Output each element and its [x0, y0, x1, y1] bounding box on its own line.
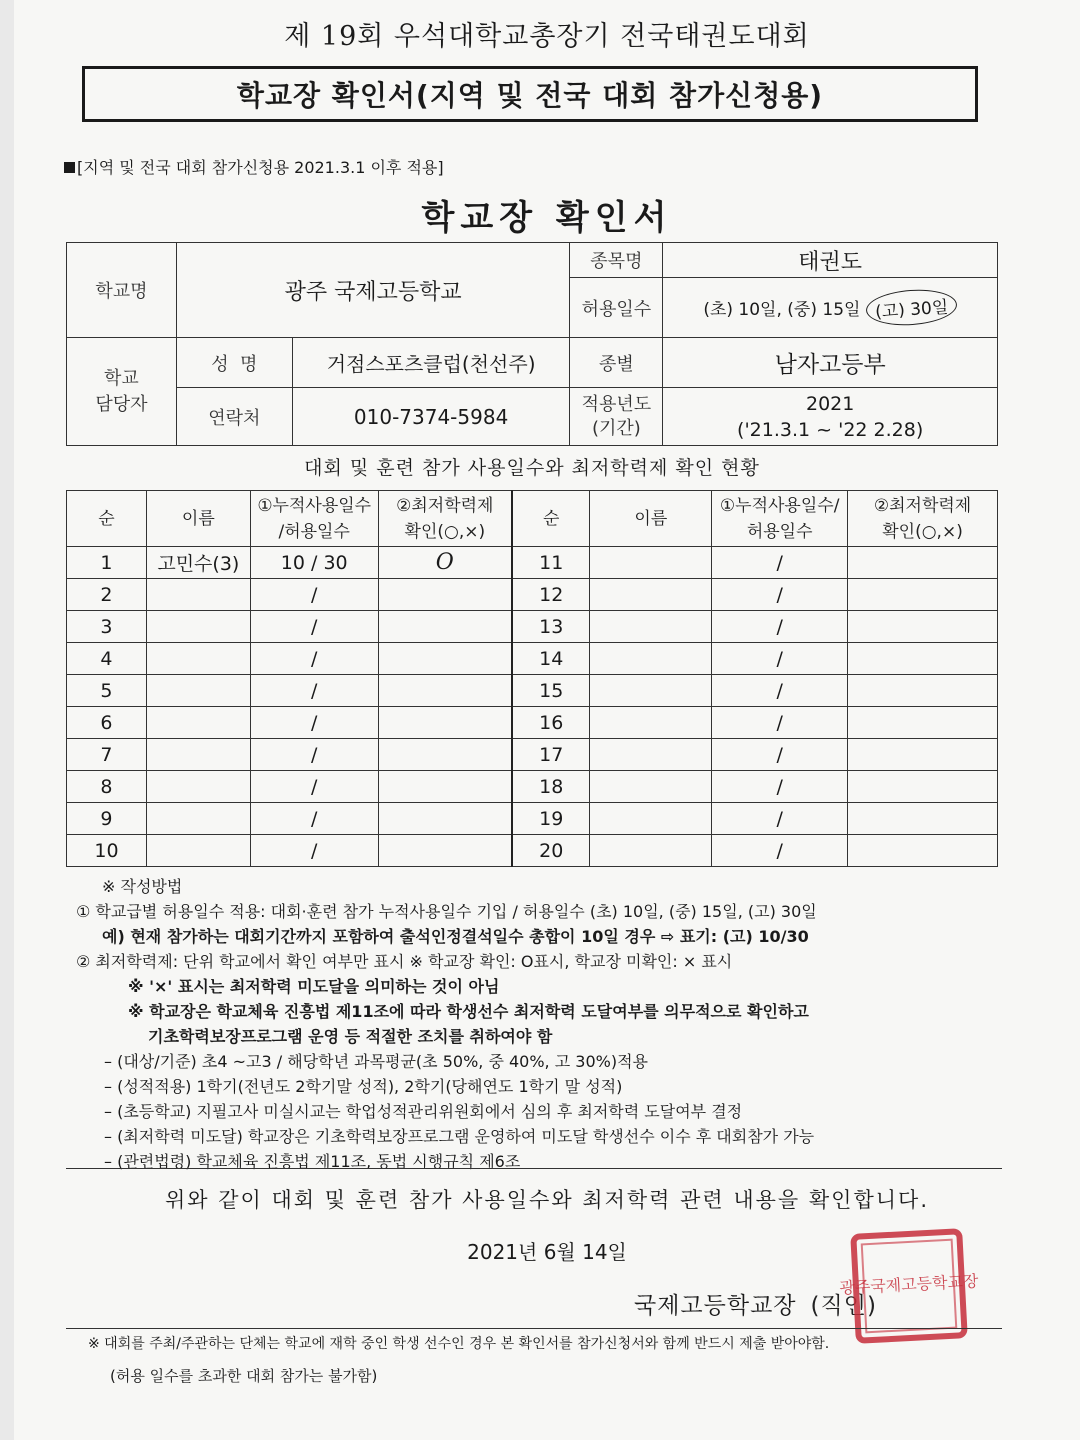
- table-row: [67, 803, 998, 835]
- table-row: [67, 611, 998, 643]
- row-days-right: /: [712, 547, 848, 579]
- divider-line: [66, 1168, 1002, 1169]
- method-line-9: – (초등학교) 지필고사 미실시교는 학업성적관리위원회에서 심의 후 최저학력 도달여부 결정: [104, 1102, 743, 1121]
- event-title: 제 19회 우석대학교총장기 전국태권도대회: [284, 21, 810, 52]
- row-no-right: 14: [512, 643, 590, 675]
- row-name-right: [590, 579, 712, 611]
- method-line-10: – (최저학력 미도달) 학교장은 기초학력보장프로그램 운영하여 미도달 학생선수 이수 후 대회참가 가능: [104, 1127, 815, 1146]
- sport-value: 태권도: [663, 243, 998, 278]
- name-value: 거점스포츠클럽(천선주): [292, 338, 570, 388]
- row-days-right: /: [712, 739, 848, 771]
- row-check-right: [848, 643, 998, 675]
- row-days: /: [250, 675, 378, 707]
- row-name: [146, 771, 250, 803]
- row-no: 8: [67, 771, 147, 803]
- principal-title: 국제고등학교장: [634, 1293, 797, 1319]
- method-line-1: ① 학교급별 허용일수 적용: 대회·훈련 참가 누적사용일수 기입 / 허용일수 (초) 10일, (중) 15일, (고) 30일: [76, 902, 817, 921]
- year-value: 2021: [805, 392, 855, 415]
- row-name: [146, 579, 250, 611]
- row-no: 9: [67, 803, 147, 835]
- method-title: ※ 작성방법: [102, 877, 183, 896]
- row-days-right: /: [712, 579, 848, 611]
- row-no-right: 15: [512, 675, 590, 707]
- row-days: /: [250, 707, 378, 739]
- apply-note-text: [지역 및 전국 대회 참가신청용 2021.3.1 이후 적용]: [77, 158, 444, 177]
- row-check-right: [848, 771, 998, 803]
- row-name: [146, 611, 250, 643]
- usage-table: [66, 490, 998, 867]
- row-days: /: [250, 835, 378, 867]
- table-row: [67, 835, 998, 867]
- manager-label: 학교 담당자: [67, 338, 177, 446]
- school-info-table: [66, 242, 998, 446]
- footnote-2: (허용 일수를 초과한 대회 참가는 불가함): [110, 1367, 378, 1385]
- row-name-right: [590, 803, 712, 835]
- seal-label: (직인): [810, 1293, 877, 1319]
- col-header-days-right: ①누적사용일수/ 허용일수: [712, 491, 848, 547]
- school-label: 학교명: [67, 243, 177, 338]
- table-row: [67, 707, 998, 739]
- row-days-right: /: [712, 771, 848, 803]
- footnote: ※ 대회를 주최/주관하는 단체는 학교에 재학 중인 학생 선수인 경우 본 확인서를 참가신청서와 함께 반드시 제출 받아야함.: [88, 1336, 830, 1352]
- method-line-5: ※ 학교장은 학교체육 진흥법 제11조에 따라 학생선수 최저학력 도달여부를 의무적으로 확인하고: [128, 1002, 809, 1021]
- table-row: [67, 643, 998, 675]
- row-check-right: [848, 675, 998, 707]
- row-no: 7: [67, 739, 147, 771]
- year-label: 적용년도 (기간): [570, 388, 663, 446]
- col-header-check: ②최저학력제 확인(○,×): [378, 491, 512, 547]
- row-days-right: /: [712, 707, 848, 739]
- row-name: [146, 643, 250, 675]
- row-check-right: [848, 803, 998, 835]
- col-header-no: 순: [67, 491, 147, 547]
- row-name: [146, 739, 250, 771]
- row-check-right: [848, 835, 998, 867]
- row-no-right: 20: [512, 835, 590, 867]
- row-no: 5: [67, 675, 147, 707]
- row-check: [378, 803, 512, 835]
- usage-status-heading: 대회 및 훈련 참가 사용일수와 최저학력제 확인 현황: [304, 457, 760, 479]
- row-no: 10: [67, 835, 147, 867]
- table-row: [67, 675, 998, 707]
- apply-note: [64, 155, 444, 178]
- document-title: 학교장 확인서: [421, 198, 673, 238]
- row-name: [146, 707, 250, 739]
- row-check-right: [848, 611, 998, 643]
- row-days: /: [250, 579, 378, 611]
- row-no: 3: [67, 611, 147, 643]
- row-no-right: 19: [512, 803, 590, 835]
- col-header-check-right: ②최저학력제 확인(○,×): [848, 491, 998, 547]
- row-check: O: [378, 547, 512, 579]
- row-check: [378, 739, 512, 771]
- row-days: /: [250, 611, 378, 643]
- row-days-right: /: [712, 803, 848, 835]
- row-no: 6: [67, 707, 147, 739]
- allowed-high: (고) 30일: [874, 297, 949, 323]
- row-name-right: [590, 611, 712, 643]
- row-name-right: [590, 835, 712, 867]
- method-line-7: – (대상/기준) 초4 ~고3 / 해당학년 과목평균(초 50%, 중 40%, 고 30%)적용: [104, 1052, 648, 1071]
- boxed-title: [82, 66, 978, 122]
- allowed-elementary: (초) 10일,: [703, 300, 782, 320]
- row-days: 10 / 30: [250, 547, 378, 579]
- row-no-right: 16: [512, 707, 590, 739]
- row-name-right: [590, 547, 712, 579]
- table-row: [67, 771, 998, 803]
- col-header-name: 이름: [146, 491, 250, 547]
- row-name: [146, 835, 250, 867]
- row-name: [146, 675, 250, 707]
- row-check-right: [848, 547, 998, 579]
- row-check: [378, 643, 512, 675]
- row-no-right: 13: [512, 611, 590, 643]
- name-label: 성 명: [176, 338, 292, 388]
- school-name: 광주 국제고등학교: [176, 243, 570, 338]
- allowed-days-label: 허용일수: [570, 278, 663, 338]
- sport-label: 종목명: [570, 243, 663, 278]
- method-line-11: – (관련법령) 학교체육 진흥법 제11조, 동법 시행규칙 제6조: [104, 1152, 521, 1171]
- row-days-right: /: [712, 643, 848, 675]
- row-check-right: [848, 739, 998, 771]
- document-sheet: [14, 0, 1080, 1440]
- allowed-high-circled: [865, 287, 958, 328]
- category-label: 종별: [570, 338, 663, 388]
- row-check: [378, 675, 512, 707]
- row-days: /: [250, 803, 378, 835]
- boxed-title-text: 학교장 확인서(지역 및 전국 대회 참가신청용): [236, 79, 824, 112]
- method-line-2: 예) 현재 참가하는 대회기간까지 포함하여 출석인정결석일수 총합이 10일 경우 ⇨ 표기: (고) 10/30: [102, 927, 809, 946]
- row-no-right: 17: [512, 739, 590, 771]
- row-days-right: /: [712, 675, 848, 707]
- method-line-8: – (성적적용) 1학기(전년도 2학기말 성적), 2학기(당해연도 1학기 말 성적): [104, 1077, 623, 1096]
- col-header-no-right: 순: [512, 491, 590, 547]
- row-name-right: [590, 739, 712, 771]
- row-name-right: [590, 675, 712, 707]
- row-check: [378, 579, 512, 611]
- method-line-3: ② 최저학력제: 단위 학교에서 확인 여부만 표시 ※ 학교장 확인: O표시, 학교장 미확인: × 표시: [76, 952, 733, 971]
- table-row: [67, 579, 998, 611]
- confirmation-statement: 위와 같이 대회 및 훈련 참가 사용일수와 최저학력 관련 내용을 확인합니다.: [164, 1188, 929, 1212]
- footnote-divider: [66, 1328, 1002, 1329]
- col-header-name-right: 이름: [590, 491, 712, 547]
- row-name-right: [590, 771, 712, 803]
- col-header-days: ①누적사용일수 /허용일수: [250, 491, 378, 547]
- row-no: 1: [67, 547, 147, 579]
- table-row: [67, 547, 998, 579]
- row-days-right: /: [712, 835, 848, 867]
- row-name-right: [590, 643, 712, 675]
- confirmation-date: 2021년 6월 14일: [467, 1240, 627, 1264]
- row-days-right: /: [712, 611, 848, 643]
- contact-value: 010-7374-5984: [292, 388, 570, 446]
- row-no-right: 18: [512, 771, 590, 803]
- row-name: 고민수(3): [146, 547, 250, 579]
- row-name-right: [590, 707, 712, 739]
- row-days: /: [250, 739, 378, 771]
- row-check: [378, 771, 512, 803]
- row-check: [378, 611, 512, 643]
- row-no: 2: [67, 579, 147, 611]
- allowed-days-value: [663, 278, 998, 338]
- row-no-right: 11: [512, 547, 590, 579]
- method-line-6: 기초학력보장프로그램 운영 등 적절한 조치를 취하여야 함: [148, 1027, 553, 1046]
- row-check-right: [848, 579, 998, 611]
- year-period-cell: [663, 388, 998, 446]
- row-days: /: [250, 643, 378, 675]
- row-days: /: [250, 771, 378, 803]
- row-check-right: [848, 707, 998, 739]
- row-no: 4: [67, 643, 147, 675]
- allowed-middle: (중) 15일: [787, 300, 861, 320]
- row-name: [146, 803, 250, 835]
- contact-label: 연락처: [176, 388, 292, 446]
- row-no-right: 12: [512, 579, 590, 611]
- writing-method: [76, 874, 1026, 1174]
- category-value: 남자고등부: [663, 338, 998, 388]
- table-row: [67, 739, 998, 771]
- period-value: ('21.3.1 ~ '22 2.28): [737, 418, 924, 441]
- square-bullet-icon: [64, 162, 75, 173]
- row-check: [378, 707, 512, 739]
- seal-text: 광주국제고등학교장: [838, 1271, 979, 1298]
- method-line-4: ※ '×' 표시는 최저학력 미도달을 의미하는 것이 아님: [128, 977, 500, 996]
- row-check: [378, 835, 512, 867]
